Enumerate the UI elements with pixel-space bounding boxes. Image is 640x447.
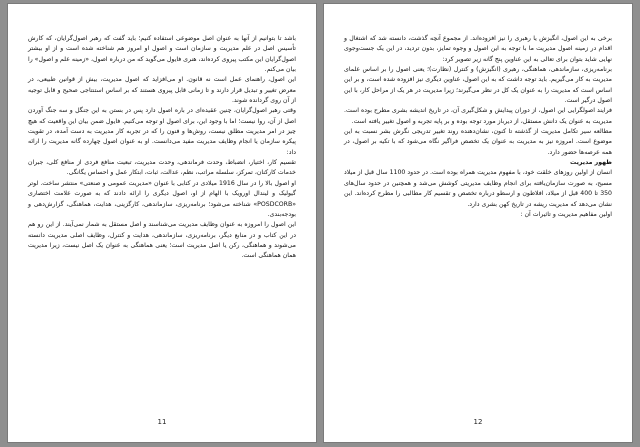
left-page-number: 11 bbox=[157, 418, 167, 426]
right-paragraph-3: فرایند اصولگرایی این اصول، از دوران پیدایش و شکل‌گیری آن، در تاریخ اندیشه بشری مطرح بوده است. مدیریت به عنوان یک دانش مستقل، از دیرباز مورد توجه بوده و بر پایه تجربه و اصول تغییر یافته است. bbox=[344, 107, 612, 125]
left-paragraph-3: وقتی رهبر اصول‌گرایان، چنین عقیده‌ای در باره اصول دارد پس در بستن به این جنگل و سه جنگ آوردن اصل از آن، روا نیست؛ اما با وجود این، برای اصول او توجه می‌کنیم. فایول ضمن بیان این واقعیت که هیچ چیز در امر مدیریت مطلق نیست، روش‌ها و فنون را که در تجربه کار مدیریت به دست آمده، در تقویت پیکره سازمان یا انجام وظایف مدیریت مفید می‌دانست. او به عنوان اصول چهارده گانه مدیریت را ارائه داد: bbox=[28, 107, 296, 156]
right-page bbox=[324, 4, 632, 442]
right-paragraph-4: مطالعه سیر تکامل مدیریت از گذشته تا کنون، نشان‌دهنده روند تغییر تدریجی نگرش بشر نسبت به این موضوع است. امروزه نیز به مدیریت به عنوان یک تخصص فراگیر نگاه می‌شود که با تکیه بر اصول، در همه عرصه‌ها حضور دارد. bbox=[344, 128, 612, 156]
left-page bbox=[8, 4, 316, 442]
left-paragraph-6: این اصول را امروزه به عنوان وظایف مدیریت می‌شناسند و اصل مستقل به شمار نمی‌آیند. از این رو هم در این کتاب و در منابع دیگر، برنامه‌ریزی، سازماندهی، هدایت و کنترل، وظایف اصلی مدیریت دانسته می‌شوند و هماهنگی، رکن یا اصل مدیریت است؛ یعنی هماهنگی به عنوان یک اصل نیست، زیرا مدیریت همان هماهنگی است. bbox=[28, 221, 296, 260]
left-paragraph-4: تقسیم کار، اختیار، انضباط، وحدت فرماندهی، وحدت مدیریت، تبعیت منافع فردی از منافع کلی، جبران خدمات کارکنان، تمرکز، سلسله مراتب، نظم، عدالت، ثبات، ابتکار عمل و احساس یگانگی. bbox=[28, 159, 296, 177]
left-paragraph-5: او اصول بالا را در سال 1916 میلادی در کتابی با عنوان «مدیریت عمومی و صنعتی» منتشر ساخت. لوتر گیولیک و لیندال اورویک با الهام از او، اصول دیگری را ارائه دادند که به صورت علامت اختصاری «POSDCORB» شناخته می‌شود؛ برنامه‌ریزی، سازماندهی، کارگزینی، هدایت، هماهنگی، گزارش‌دهی و بودجه‌بندی. bbox=[28, 179, 297, 218]
right-paragraph-1: برخی به این اصول، انگیزش یا رهبری را نیز افزوده‌اند. از مجموع آنچه گذشت، دانسته شد که اشتغال و اقدام در زمینه اصول مدیریت ما با توجه به این اصول و وجوه تمایز، بدون تردید، در این یک جست‌وجوی نهایی شاید بتوان برای تعالی به این عناوین پنج گانه زیر تصویر کرد: bbox=[344, 35, 612, 63]
section-heading: ظهور مدیریت bbox=[570, 159, 612, 167]
right-paragraph-6: اولین مفاهیم مدیریت و تاثیرات آن : bbox=[520, 210, 612, 218]
right-page-number: 12 bbox=[473, 418, 483, 426]
left-paragraph-1: باشد تا بتوانیم از آنها به عنوان اصل موضوعی استفاده کنیم؛ باید گفت که رهبر اصول‌گرایان، که کارش تأسیس اصل در علم مدیریت و سازمان است و اصول او امروز هم شناخته شده است و از او بیشتر اصول‌گرایان این مکتب پیروی کرده‌اند، هنری فایول می‌گوید که من درباره اصول، «زمینه علم و اصول» را بیان می‌کنم. bbox=[28, 35, 296, 74]
left-paragraph-2: این اصول، راهنمای عمل است نه قانون. او می‌افزاید که اصول مدیریت، بیش از قوانین طبیعی، در معرض تغییر و تبدیل قرار دارند و تا زمانی قابل پیروی هستند که بر اساس استنتاجی صحیح و قابل توجیه از آن روی گردانده شوند. bbox=[28, 76, 296, 105]
right-paragraph-5: انسان از اولین روزهای خلقت خود، با مفهوم مدیریت همراه بوده است. در حدود 1100 سال قبل از میلاد مسیح، به صورت سازمان‌یافته برای انجام وظایف مدیریتی کوشش می‌شد و همچنین در حدود سال‌های 350 تا 400 قبل از میلاد، افلاطون و ارسطو درباره تخصص و تقسیم کار مطالبی را مطرح کرده‌اند. این نشان می‌دهد که مدیریت ریشه در تاریخ کهن بشری دارد. bbox=[344, 169, 612, 208]
right-paragraph-2: برنامه‌ریزی، سازماندهی، هماهنگی، رهبری (انگیزش) و کنترل (نظارت)؛ یعنی اصول را بر اساس علمای مدیریت به کار می‌گیریم. باید توجه داشت که به این اصول، عناوین دیگری نیز افزوده شده است، و بر این اساس است که مدیریت را به عنوان یک کل در نظر می‌گیرند؛ زیرا مدیریت در هر یک از مراحل کار، با این اصول درگیر است. bbox=[344, 66, 612, 105]
